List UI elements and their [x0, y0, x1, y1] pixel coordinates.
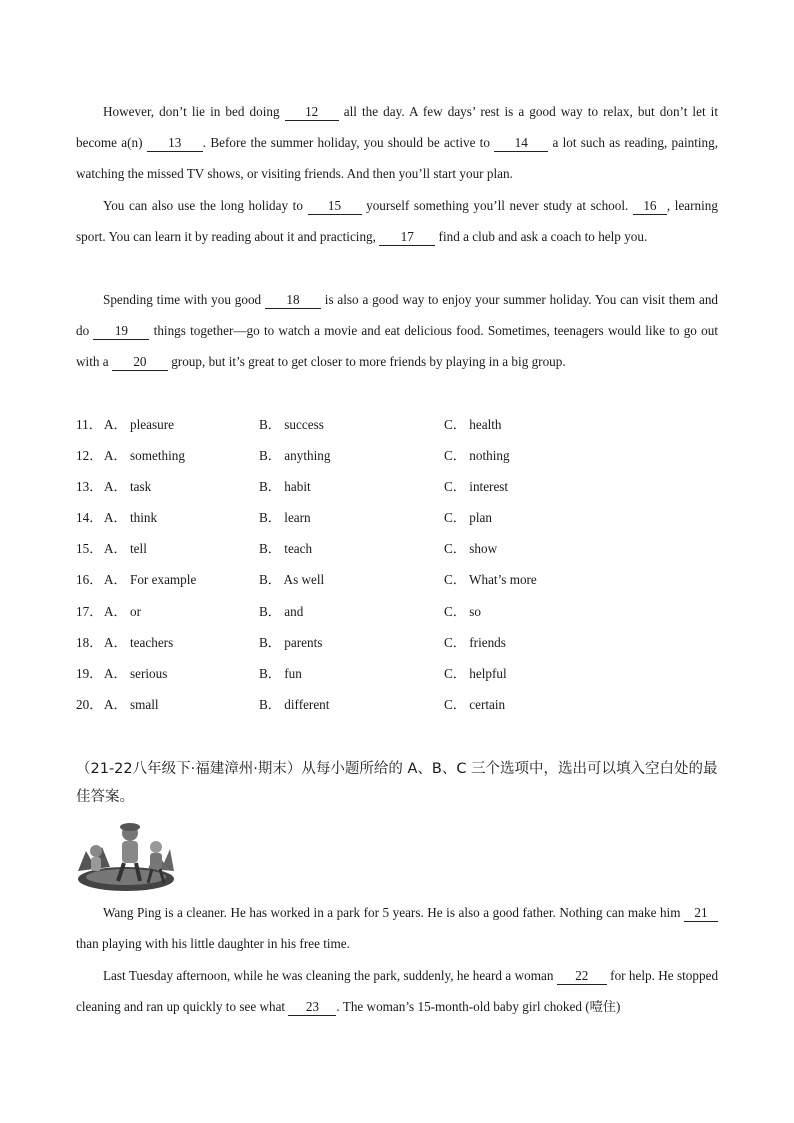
- question-number: 20．: [76, 696, 103, 712]
- option-b: B． and: [259, 603, 304, 619]
- blank-17: 17: [379, 229, 435, 246]
- option-c: C． show: [444, 541, 498, 557]
- question-number: 17．: [76, 603, 103, 619]
- text: is also a good way to enjoy your summer holiday. You can visit them and do: [76, 292, 719, 338]
- option-a: A． task: [104, 479, 152, 495]
- question-row: [76, 658, 718, 689]
- section-instruction: （21-22八年级下·福建漳州·期末）从每小题所给的 A、B、C 三个选项中，选出可以填入空白处的最佳答案。: [76, 761, 718, 805]
- option-a: A． something: [104, 448, 185, 464]
- text: find a club and ask a coach to help you.: [438, 229, 648, 244]
- blank-22: 22: [557, 968, 607, 985]
- option-c: C． certain: [444, 696, 506, 712]
- blank-20: 20: [112, 354, 168, 371]
- option-a: A． teachers: [104, 634, 174, 650]
- question-number: 12．: [76, 448, 103, 464]
- question-row: [76, 440, 718, 471]
- text: , learning sport. You can learn it by reading about it and practicing,: [76, 198, 718, 244]
- blank-23: 23: [288, 999, 336, 1016]
- question-number: 14．: [76, 510, 103, 526]
- text: Spending time with you good: [103, 292, 262, 307]
- question-row: [76, 502, 718, 533]
- option-b: B． parents: [259, 634, 323, 650]
- illustration-people-walking: [76, 821, 176, 893]
- passage-paragraph-2: [76, 190, 718, 252]
- option-c: C． interest: [444, 479, 509, 495]
- option-a: A． pleasure: [104, 417, 174, 432]
- option-c: C． health: [444, 417, 502, 432]
- text: You can also use the long holiday to: [103, 198, 303, 213]
- option-b: B． teach: [259, 541, 313, 557]
- question-row: [76, 409, 718, 440]
- option-c: C． helpful: [444, 665, 507, 681]
- question-number: 13．: [76, 479, 103, 495]
- question-row: [76, 689, 718, 720]
- passage2-paragraph-1: [76, 897, 718, 959]
- option-b: B． different: [259, 696, 330, 712]
- option-b: B． fun: [259, 665, 302, 681]
- option-b: B． success: [259, 417, 324, 432]
- text: . Before the summer holiday, you should be active to: [202, 135, 490, 150]
- text: However, don’t lie in bed doing: [103, 104, 280, 119]
- question-number: 16．: [76, 572, 103, 588]
- blank-15: 15: [308, 198, 362, 215]
- blank-21: 21: [684, 905, 718, 922]
- option-a: A． tell: [104, 541, 147, 557]
- option-c: C． plan: [444, 510, 492, 526]
- question-number: 15．: [76, 541, 103, 557]
- blank-14: 14: [494, 135, 548, 152]
- option-b: B． As well: [259, 572, 325, 588]
- option-c: C． What’s more: [444, 572, 537, 588]
- text: group, but it’s great to get closer to more friends by playing in a big group.: [171, 354, 566, 369]
- blank-18: 18: [265, 292, 321, 309]
- question-row: [76, 564, 718, 595]
- option-b: B． habit: [259, 479, 311, 495]
- text: yourself something you’ll never study at school.: [366, 198, 629, 213]
- passage-paragraph-1: [76, 96, 718, 189]
- option-b: B． learn: [259, 510, 311, 526]
- text: for help. He stopped cleaning and ran up quickly to see what: [76, 968, 719, 1014]
- option-c: C． nothing: [444, 448, 510, 464]
- option-c: C． friends: [444, 634, 506, 650]
- option-a: A． think: [104, 510, 158, 526]
- option-a: A． serious: [104, 665, 168, 681]
- question-number: 11．: [76, 417, 102, 432]
- blank-12: 12: [285, 104, 339, 121]
- text: a lot such as reading, painting, watching the missed TV shows, or visiting friends. And then you’ll start your plan.: [76, 135, 719, 181]
- question-row: [76, 533, 718, 564]
- question-row: [76, 627, 718, 658]
- option-a: A． small: [104, 696, 159, 712]
- text: all the day. A few days’ rest is a good way to relax, but don’t let it become a(n): [76, 104, 719, 150]
- question-row: [76, 596, 718, 627]
- text: . The woman’s 15-month-old baby girl choked (噎住): [336, 999, 621, 1014]
- question-options-list: [76, 409, 718, 720]
- option-a: A． or: [104, 603, 141, 619]
- option-c: C． so: [444, 603, 482, 619]
- text: Wang Ping is a cleaner. He has worked in a park for 5 years. He is also a good father. Nothing can make him: [103, 905, 681, 920]
- option-b: B． anything: [259, 448, 331, 464]
- blank-13: 13: [147, 135, 203, 152]
- blank-16: 16: [633, 198, 667, 215]
- text: than playing with his little daughter in his free time.: [76, 936, 350, 951]
- question-number: 18．: [76, 634, 103, 650]
- text: Last Tuesday afternoon, while he was cleaning the park, suddenly, he heard a woman: [103, 968, 554, 983]
- text: things together—go to watch a movie and eat delicious food. Sometimes, teenagers would like to go out with a: [76, 323, 718, 369]
- passage-paragraph-3: [76, 284, 718, 377]
- blank-19: 19: [93, 323, 149, 340]
- option-a: A． For example: [104, 572, 197, 588]
- question-number: 19．: [76, 665, 103, 681]
- question-row: [76, 471, 718, 502]
- passage2-paragraph-2: [76, 960, 718, 1022]
